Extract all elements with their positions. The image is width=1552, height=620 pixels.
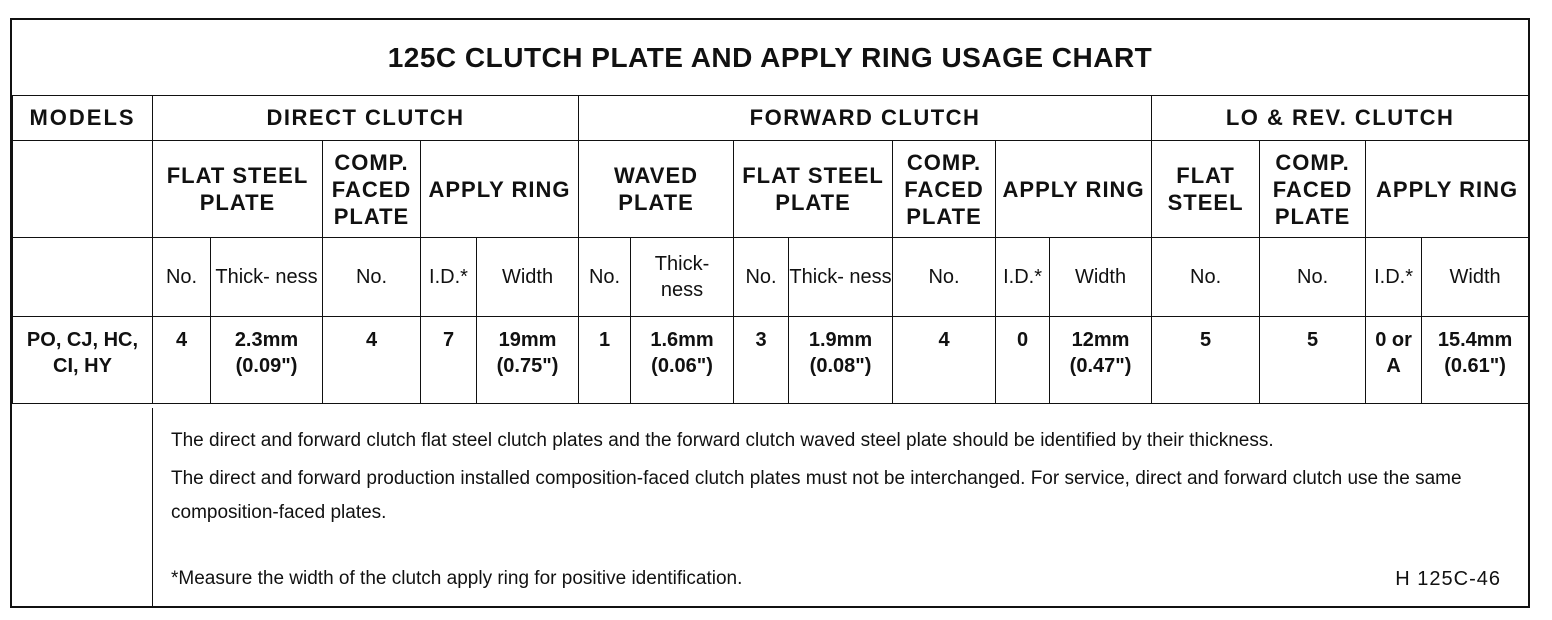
subhead-forward-waved: WAVED PLATE bbox=[579, 141, 734, 238]
subhead-direct-flat-steel: FLAT STEEL PLATE bbox=[153, 141, 323, 238]
subhead-forward-apply-ring: APPLY RING bbox=[996, 141, 1152, 238]
cell-forward-flat-no: 3 bbox=[734, 317, 789, 404]
col-width: Width bbox=[1422, 238, 1529, 317]
cell-forward-id: 0 bbox=[996, 317, 1050, 404]
cell-forward-waved-no: 1 bbox=[579, 317, 631, 404]
col-no: No. bbox=[734, 238, 789, 317]
col-width: Width bbox=[1050, 238, 1152, 317]
cell-forward-comp-no: 4 bbox=[893, 317, 996, 404]
cell-direct-id: 7 bbox=[421, 317, 477, 404]
cell-lo-width: 15.4mm (0.61") bbox=[1422, 317, 1529, 404]
subhead-direct-comp-faced: COMP. FACED PLATE bbox=[323, 141, 421, 238]
col-no: No. bbox=[153, 238, 211, 317]
cell-forward-waved-thickness: 1.6mm (0.06") bbox=[631, 317, 734, 404]
cell-direct-width: 19mm (0.75") bbox=[477, 317, 579, 404]
footnote: *Measure the width of the clutch apply ring for positive identification. bbox=[171, 568, 743, 589]
cell-lo-flat-no: 5 bbox=[1152, 317, 1260, 404]
subhead-forward-comp-faced: COMP. FACED PLATE bbox=[893, 141, 996, 238]
table-row bbox=[13, 317, 1529, 404]
notes-footer bbox=[171, 562, 1501, 596]
usage-table bbox=[12, 95, 1529, 404]
cell-forward-width: 12mm (0.47") bbox=[1050, 317, 1152, 404]
col-no: No. bbox=[1152, 238, 1260, 317]
col-no: No. bbox=[1260, 238, 1366, 317]
note-paragraph: The direct and forward clutch flat steel clutch plates and the forward clutch waved steel plate should be identified by their thickness. bbox=[171, 430, 1274, 451]
note-paragraph: The direct and forward production installed composition-faced clutch plates must not be interchanged. For service, direct and forward clutch use the same composition-faced plates. bbox=[171, 468, 1462, 523]
cell-direct-flat-thickness: 2.3mm (0.09") bbox=[211, 317, 323, 404]
col-no: No. bbox=[893, 238, 996, 317]
subhead-lo-apply-ring: APPLY RING bbox=[1366, 141, 1529, 238]
subhead-direct-apply-ring: APPLY RING bbox=[421, 141, 579, 238]
notes-panel bbox=[152, 408, 1528, 606]
subhead-lo-comp-faced: COMP. FACED PLATE bbox=[1260, 141, 1366, 238]
col-id: I.D.* bbox=[421, 238, 477, 317]
cell-lo-id: 0 or A bbox=[1366, 317, 1422, 404]
usage-chart bbox=[10, 18, 1530, 608]
col-no: No. bbox=[579, 238, 631, 317]
cell-direct-comp-no: 4 bbox=[323, 317, 421, 404]
col-thickness: Thick- ness bbox=[211, 238, 323, 317]
col-no: No. bbox=[323, 238, 421, 317]
header-forward-clutch: FORWARD CLUTCH bbox=[579, 96, 1152, 141]
cell-models: PO, CJ, HC, CI, HY bbox=[13, 317, 153, 404]
models-blank-cell bbox=[13, 141, 153, 238]
models-blank-cell bbox=[13, 238, 153, 317]
col-width: Width bbox=[477, 238, 579, 317]
header-lo-rev-clutch: LO & REV. CLUTCH bbox=[1152, 96, 1529, 141]
chart-title: 125C CLUTCH PLATE AND APPLY RING USAGE CHART bbox=[387, 41, 1153, 73]
col-thickness: Thick- ness bbox=[789, 238, 893, 317]
col-id: I.D.* bbox=[996, 238, 1050, 317]
cell-forward-flat-thickness: 1.9mm (0.08") bbox=[789, 317, 893, 404]
header-direct-clutch: DIRECT CLUTCH bbox=[153, 96, 579, 141]
col-id: I.D.* bbox=[1366, 238, 1422, 317]
cell-direct-flat-no: 4 bbox=[153, 317, 211, 404]
subhead-lo-flat-steel: FLAT STEEL bbox=[1152, 141, 1260, 238]
reference-code: H 125C-46 bbox=[1395, 568, 1501, 590]
header-models: MODELS bbox=[13, 96, 153, 141]
col-thickness: Thick- ness bbox=[631, 238, 734, 317]
subhead-forward-flat-steel: FLAT STEEL PLATE bbox=[734, 141, 893, 238]
cell-lo-comp-no: 5 bbox=[1260, 317, 1366, 404]
